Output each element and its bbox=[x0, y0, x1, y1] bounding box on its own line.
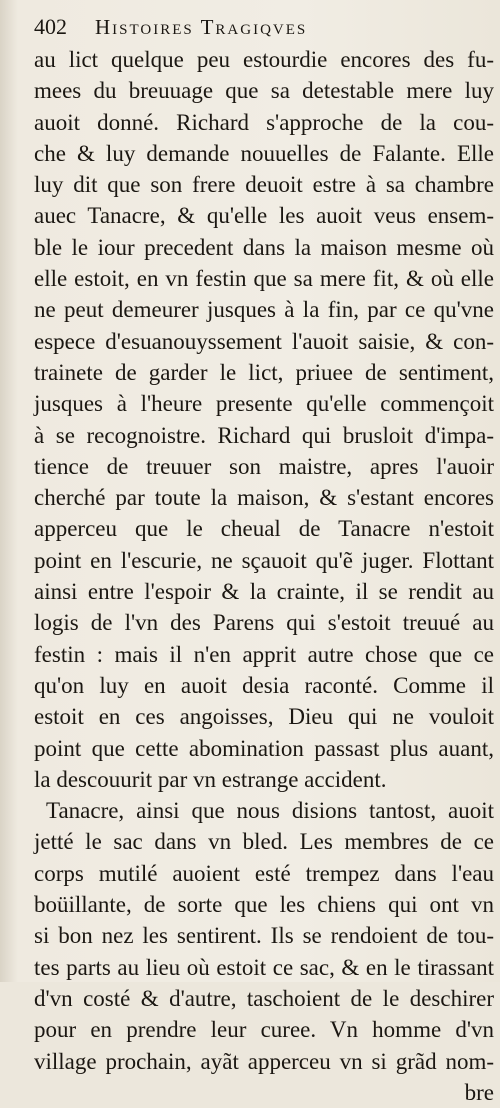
text-line: ainsi entre l'espoir & la crainte, il se rendit au bbox=[34, 579, 494, 605]
text-line: auoit donné. Richard s'approche de la cou- bbox=[34, 109, 494, 135]
text-line: au lict quelque peu estourdie encores des fu- bbox=[34, 47, 494, 72]
text-line: logis de l'vn des Parens qui s'estoit treuué au bbox=[34, 610, 494, 636]
text-line: ble le iour precedent dans la maison mesme où bbox=[34, 234, 494, 260]
text-line: point en l'escurie, ne sçauoit qu'ẽ juger. Flottant bbox=[34, 547, 494, 573]
body-text bbox=[34, 44, 494, 1108]
text-line: d'vn costé & d'autre, taschoient de le deschirer bbox=[34, 985, 494, 1011]
text-line: estoit en ces angoisses, Dieu qui ne vouloit bbox=[34, 704, 494, 730]
running-title: Histoires Tragiqves bbox=[95, 15, 308, 39]
text-line: Tanacre, ainsi que nous disions tantost, auoit bbox=[46, 798, 494, 824]
text-line: cherché par toute la maison, & s'estant encores bbox=[34, 485, 494, 511]
text-line: à se recognoistre. Richard qui brusloit d'impa- bbox=[34, 422, 494, 448]
text-line: boüillante, de sorte que les chiens qui ont vn bbox=[34, 892, 494, 918]
text-line: tes parts au lieu où estoit ce sac, & en le tirassant bbox=[34, 954, 494, 980]
text-line: ne peut demeurer jusques à la fin, par ce qu'vne bbox=[34, 297, 494, 323]
text-line: elle estoit, en vn festin que sa mere fit, & où elle bbox=[34, 266, 494, 292]
page-number: 402 bbox=[34, 14, 67, 39]
text-line: village prochain, ayãt apperceu vn si grãd nom- bbox=[34, 1048, 494, 1074]
text-line: apperceu que le cheual de Tanacre n'estoit bbox=[34, 516, 494, 542]
text-line: jusques à l'heure presente qu'elle commençoit bbox=[34, 391, 494, 417]
text-line: festin : mais il n'en apprit autre chose que ce bbox=[34, 641, 494, 667]
text-line: mees du breuuage que sa detestable mere luy bbox=[34, 78, 494, 104]
text-line: auec Tanacre, & qu'elle les auoit veus ensem- bbox=[34, 203, 494, 229]
text-line: luy dit que son frere deuoit estre à sa chambre bbox=[34, 172, 494, 198]
text-line: jetté le sac dans vn bled. Les membres de ce bbox=[34, 829, 494, 855]
text-line: si bon nez les sentirent. Ils se rendoient de tou- bbox=[34, 923, 494, 949]
text-line: tience de treuuer son maistre, apres l'auoir bbox=[34, 453, 494, 479]
text-line: point que cette abomination passast plus auant, bbox=[34, 735, 494, 761]
text-line: qu'on luy en auoit desia raconté. Comme il bbox=[34, 672, 494, 698]
text-line: espece d'esuanouyssement l'auoit saisie, & con- bbox=[34, 328, 494, 354]
text-line: corps mutilé auoient esté trempez dans l'eau bbox=[34, 860, 494, 886]
text-line: la descouurit par vn estrange accident. bbox=[34, 766, 387, 792]
text-line: che & luy demande nouuelles de Falante. Elle bbox=[34, 140, 494, 166]
text-line: trainete de garder le lict, priuee de sentiment, bbox=[34, 359, 494, 385]
page-header bbox=[34, 14, 480, 44]
text-line: pour en prendre leur curee. Vn homme d'vn bbox=[34, 1017, 494, 1043]
catchword: bre bbox=[464, 1079, 494, 1105]
